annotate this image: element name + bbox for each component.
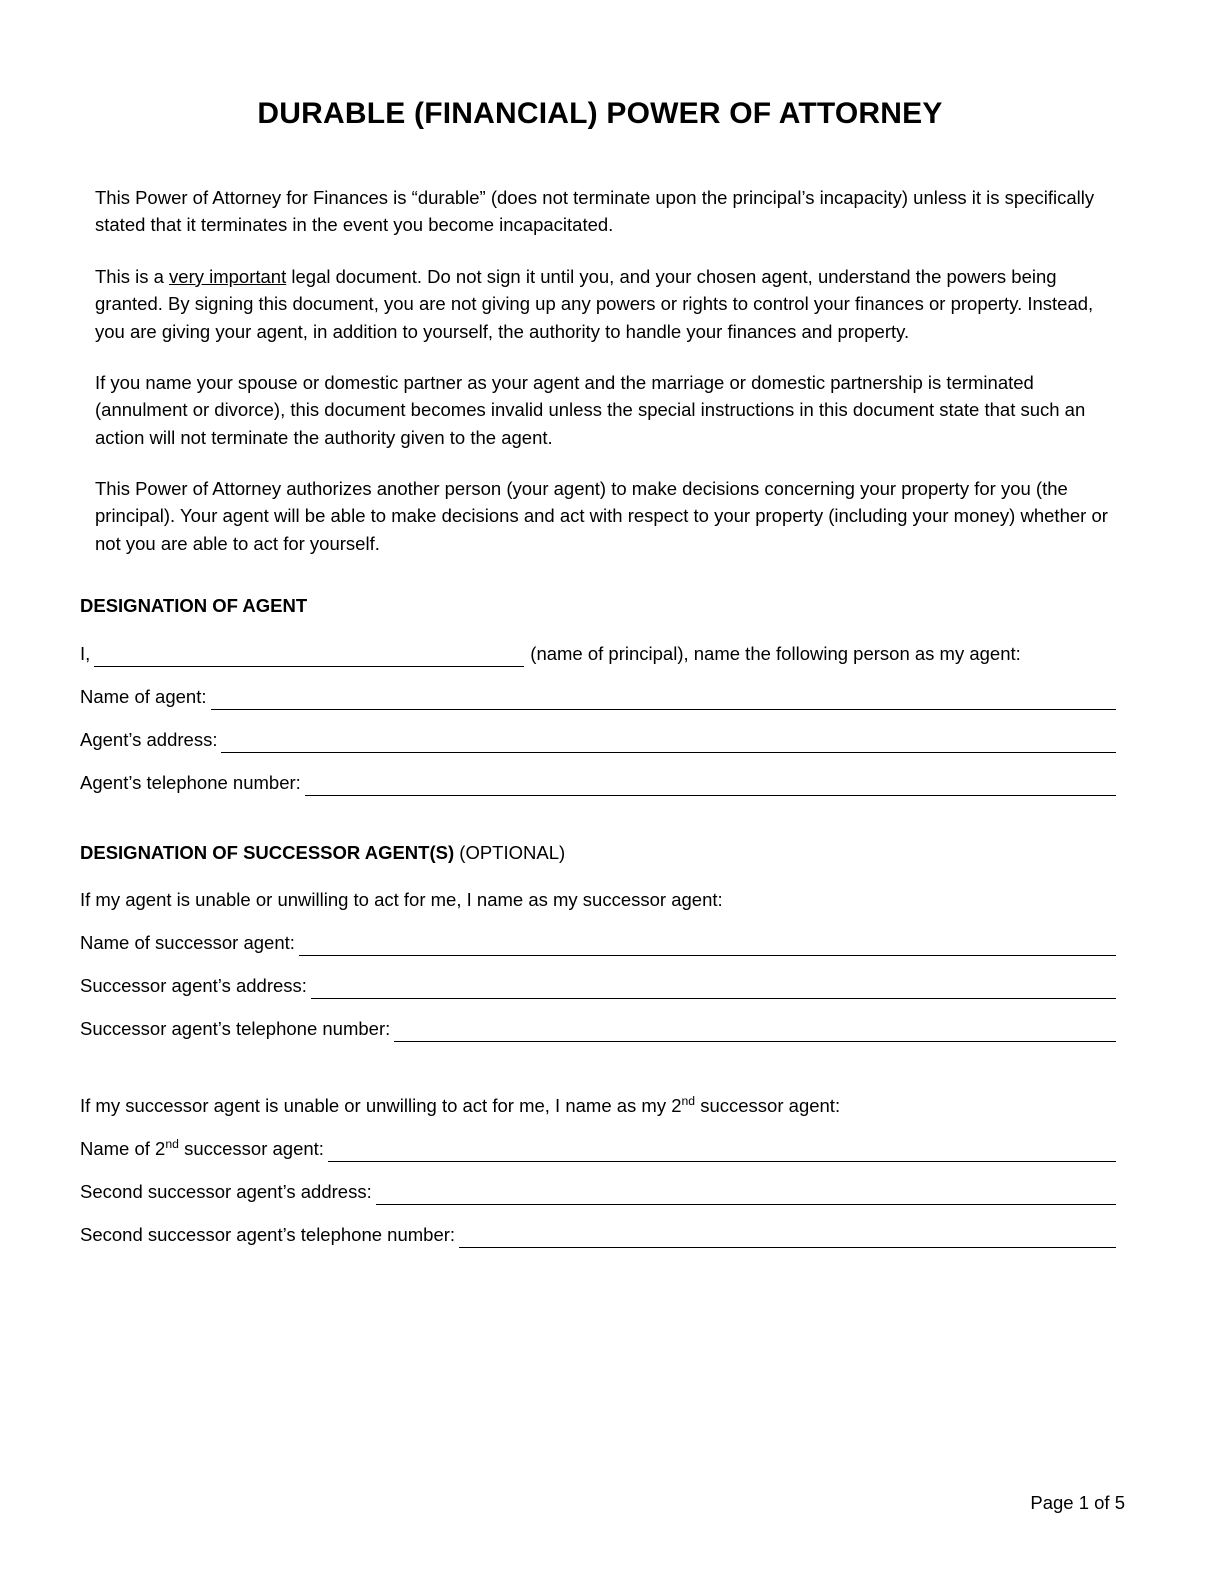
second-successor-name-label-pre: Name of 2: [80, 1137, 166, 1159]
second-successor-group: [80, 1093, 1120, 1248]
second-successor-name-row: [80, 1136, 1120, 1162]
successor-address-row: [80, 973, 1120, 999]
paragraph-2-before: This is a: [95, 265, 170, 287]
intro-paragraph-1: This Power of Attorney for Finances is “durable” (does not terminate upon the principal’s incapacity) unless it is specifically stated that it terminates in the event you become incapacitated.: [95, 187, 1095, 236]
successor-name-label: Name of successor agent:: [80, 932, 295, 954]
second-successor-name-label-sup: nd: [165, 1136, 179, 1151]
intro-paragraph-3: If you name your spouse or domestic partner as your agent and the marriage or domestic partnership is terminated (annulment or divorce), this document becomes invalid unless the special instructions in this document state that such an action will not terminate the authority given to the agent.: [95, 371, 1086, 448]
page-footer: Page 1 of 5: [1030, 1492, 1125, 1513]
intro-paragraph-4: This Power of Attorney authorizes another person (your agent) to make decisions concerning your property for you (the principal). Your agent will be able to make decisions and act with respect to your property (including your money) whether or not you are able to act for yourself.: [95, 478, 1108, 554]
second-successor-address-input[interactable]: [376, 1187, 1116, 1205]
second-successor-telephone-row: [80, 1222, 1120, 1248]
designation-of-agent-heading: DESIGNATION OF AGENT: [80, 595, 308, 617]
successor-telephone-row: [80, 1016, 1120, 1042]
principal-prefix-label: I,: [80, 643, 91, 665]
second-successor-name-label: [80, 1136, 324, 1162]
agent-address-input[interactable]: [221, 735, 1116, 753]
intro-paragraph-2: [80, 263, 1120, 345]
designation-of-successor-heading: [80, 840, 1120, 866]
second-successor-name-input[interactable]: [328, 1144, 1116, 1162]
agent-telephone-label: Agent’s telephone number:: [80, 771, 301, 793]
second-successor-intro-post: successor agent:: [695, 1095, 841, 1117]
successor-address-label: Successor agent’s address:: [80, 975, 307, 997]
designation-of-agent-section: [80, 593, 1120, 795]
designation-of-successor-section: [80, 840, 1120, 1248]
first-successor-group: [80, 887, 1120, 1042]
successor-name-input[interactable]: [299, 938, 1116, 956]
second-successor-address-label: Second successor agent’s address:: [80, 1180, 372, 1202]
successor-telephone-label: Successor agent’s telephone number:: [80, 1018, 391, 1040]
successor-telephone-input[interactable]: [394, 1024, 1116, 1042]
principal-name-input[interactable]: [94, 649, 524, 667]
second-successor-address-row: [80, 1179, 1120, 1205]
second-successor-telephone-input[interactable]: [459, 1230, 1116, 1248]
agent-telephone-input[interactable]: [305, 778, 1116, 796]
page-title: DURABLE (FINANCIAL) POWER OF ATTORNEY: [257, 97, 943, 130]
agent-name-input[interactable]: [211, 692, 1117, 710]
principal-name-row: [80, 641, 1120, 667]
agent-telephone-row: [80, 770, 1120, 796]
agent-name-row: [80, 684, 1120, 710]
second-successor-intro-sup: nd: [681, 1093, 696, 1108]
second-successor-intro: [80, 1093, 1120, 1119]
section-spacer: [80, 1059, 1120, 1093]
agent-address-label: Agent’s address:: [80, 728, 218, 750]
successor-heading-main: DESIGNATION OF SUCCESSOR AGENT(S): [80, 841, 455, 863]
second-successor-intro-pre: If my successor agent is unable or unwilling to act for me, I name as my 2: [80, 1095, 682, 1117]
paragraph-2-emphasis: very important: [169, 265, 287, 287]
document-body: [80, 96, 1120, 1265]
successor-name-row: [80, 930, 1120, 956]
successor-heading-optional: (OPTIONAL): [459, 841, 566, 863]
successor-address-input[interactable]: [311, 981, 1116, 999]
paragraph-2-after: legal document. Do not sign it until you, and your chosen agent, understand the powers being granted. By signing this document, you are not giving up any powers or rights to control your finances or property. Instead, you are giving your agent, in addition to yourself, the authority to handle your finances and property.: [95, 265, 1094, 342]
agent-name-label: Name of agent:: [80, 685, 207, 707]
second-successor-telephone-label: Second successor agent’s telephone number:: [80, 1223, 456, 1245]
principal-suffix-label: (name of principal), name the following person as my agent:: [530, 643, 1021, 665]
first-successor-intro: If my agent is unable or unwilling to act for me, I name as my successor agent:: [80, 889, 723, 911]
agent-address-row: [80, 727, 1120, 753]
second-successor-name-label-post: successor agent:: [178, 1137, 324, 1159]
